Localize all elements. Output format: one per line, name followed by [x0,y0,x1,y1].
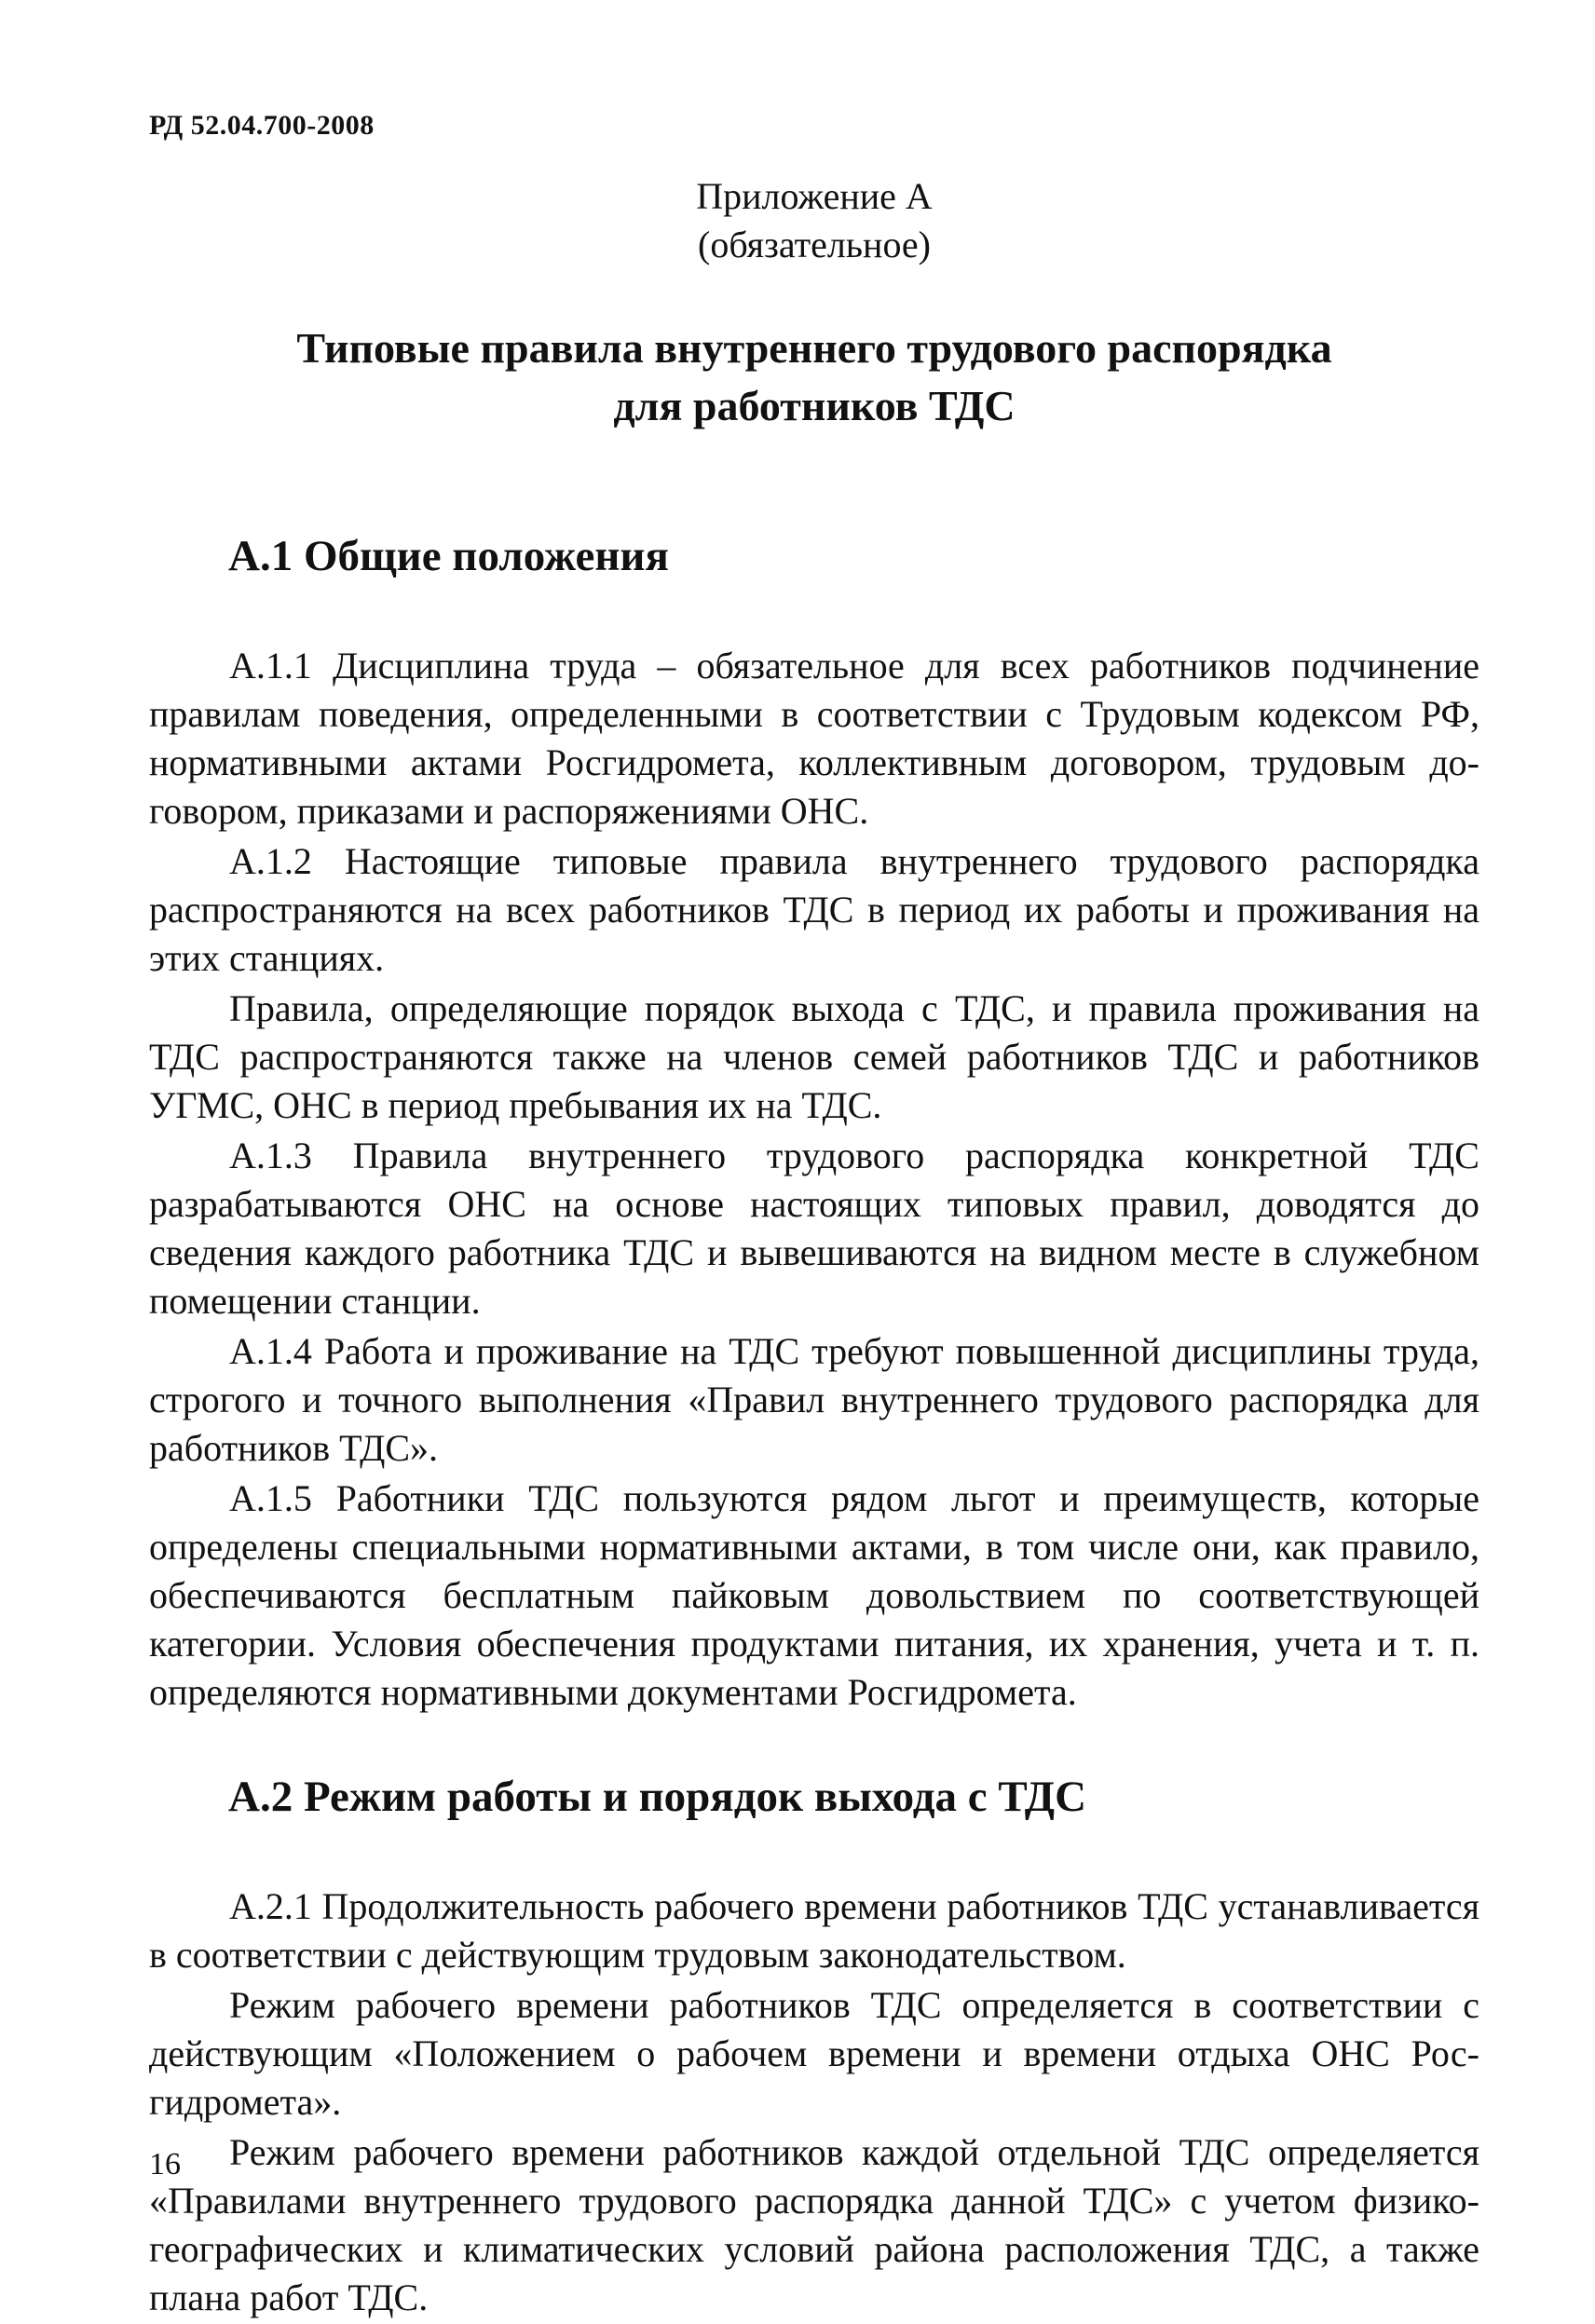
document-title [149,319,1479,435]
paragraph-a1-2: А.1.2 Настоящие типовые правила внутреннего трудового распорядка распространяются на всех работников ТДС в период их работы и проживания на этих станциях. [149,840,1479,979]
paragraph-a1-2-rules: Правила, определяющие порядок выхода с ТДС, и правила проживания на ТДС распространяются также на членов семей работников ТДС и работников УГМС, ОНС в период пребывания их на ТДС. [149,987,1479,1126]
annex-label: Приложение А [696,175,933,217]
paragraph-a1-4: А.1.4 Работа и проживание на ТДС требуют повышенной дисциплины труда, строгого и точного выполнения «Правил внутреннего трудового распорядка для работников ТДС». [149,1330,1479,1469]
title-line-2: для работников ТДС [613,382,1016,429]
annex-status: (обязательное) [698,224,931,265]
title-line-1: Типовые правила внутреннего трудового распорядка [296,324,1332,372]
paragraph-a1-1: А.1.1 Дисциплина труда – обязательное для всех работников подчинение правилам поведения, определенными в соответствии с Трудовым кодексом РФ, нормативными актами Росгидромета, коллективным договором, трудовым договором, приказами и распоряжениями ОНС. [149,645,1479,832]
page-number: 16 [149,2147,181,2181]
annex-label-block [149,172,1479,269]
document-code: РД 52.04.700-2008 [149,110,375,141]
paragraph-a2-1-station-mode: Режим рабочего времени работников каждой отдельной ТДС определяется «Правилами внутреннего трудового распорядка данной ТДС» с учетом физико-географических и климатических условий района расположения ТДС, а также плана работ ТДС. [149,2131,1479,2318]
paragraph-a2-1-mode: Режим рабочего времени работников ТДС определяется в соответствии с действующим «Положением о рабочем времени и времени отдыха ОНС Росгидромета». [149,1984,1479,2123]
paragraph-a2-1: А.2.1 Продолжительность рабочего времени работников ТДС устанавливается в соответствии с действующим трудовым законодательством. [149,1885,1479,1976]
document-page [149,107,1479,2324]
section-heading-a1: А.1 Общие положения [228,532,669,580]
section-heading-a2: А.2 Режим работы и порядок выхода с ТДС [228,1773,1087,1821]
paragraph-a1-5: А.1.5 Работники ТДС пользуются рядом льгот и преимуществ, которые определены специальными нормативными актами, в том числе они, как правило, обеспечиваются бесплатным пайковым довольствием по соответствующей категории. Условия обеспечения продуктами питания, их хранения, учета и т. п. определяются нормативными документами Росгидромета. [149,1477,1479,1713]
paragraph-a1-3: А.1.3 Правила внутреннего трудового распорядка конкретной ТДС разрабатываются ОНС на основе настоящих типовых правил, доводятся до сведения каждого работника ТДС и вывешиваются на видном месте в служебном помещении станции. [149,1135,1479,1322]
